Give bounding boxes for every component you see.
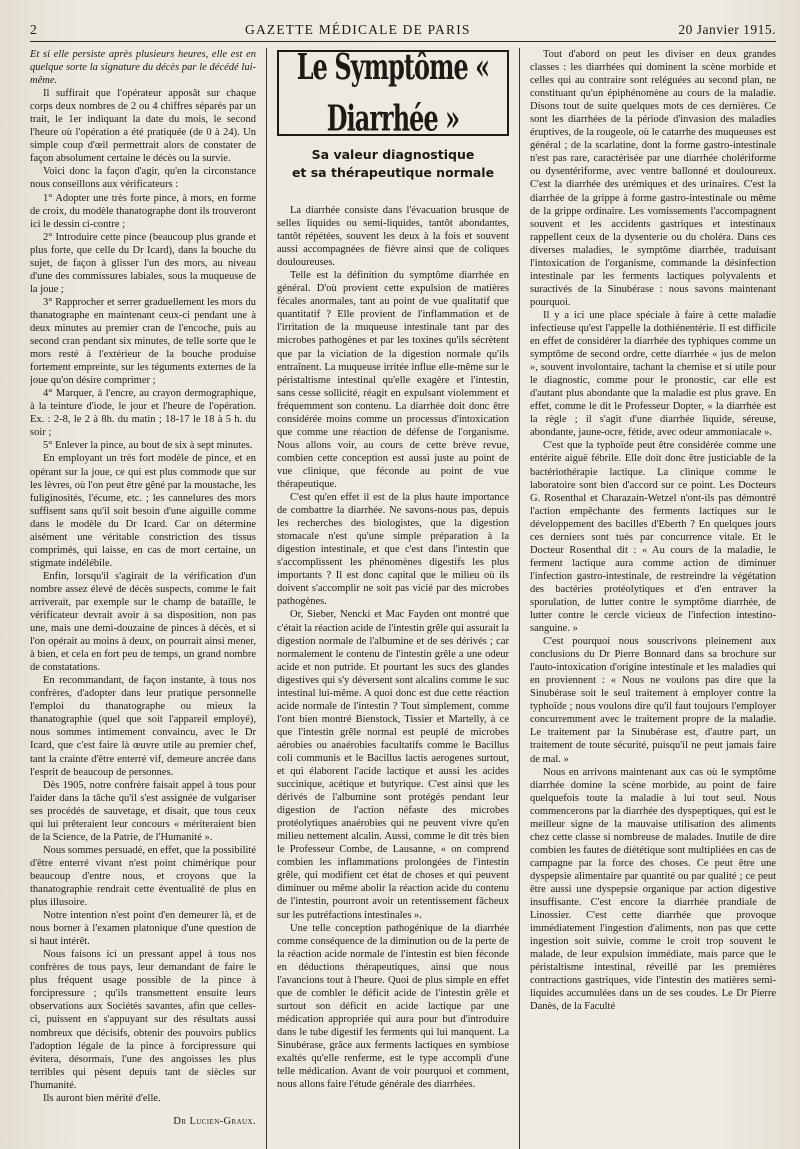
column-right-body — [530, 48, 776, 1013]
paragraph: Or, Sieber, Nencki et Mac Fayden ont montré que c'était la réaction acide de l'intestin grêle qui assurait la digestion normale de l'albumine et de ses dérivés ; car normalement le contenu de l'intestin grêle a une odeur acide et non putride. Et pourtant les sucs des glandes digestives qui s'y déversent sont alcalins comme le suc intestinal lui-même. A quoi donc est due cette réaction acide normale de l'intestin ? Tout simplement, comme l'ont bien montré Bienstock, Tissier et Martelly, à ce que l'intestin grêle normal est peuplé de microbes aérobies ou anaérobies facultatifs comme le Bacillus coli communis et le Bacillus lactis aerogenes surtout, et qui élaborent l'acide lactique et aussi les acides succinique, acétique et butyrique. C'est ainsi que les dérivés de l'albumine sont protégés pendant leur digestion de l'action néfaste des microbes protéolytiques anaérobies qui ne peuvent vivre qu'en milieu nettement alcalin. Aussi, comme le dit très bien le Professeur Combe, de Lausanne, « on comprend combien les inflammations prolongées de l'intestin grêle, qui modifient cet état de choses et qui peuvent diminuer ou même abolir la réaction acide du contenu de l'intestin, pourront avoir un retentissement fâcheux sur les putréfactions intestinales ». — [277, 609, 509, 921]
page-header — [30, 22, 776, 42]
paragraph: Notre intention n'est point d'en demeurer là, et de nous borner à l'examen platonique d'une question de si haut intérêt. — [30, 910, 256, 948]
subtitle-line-2: et sa thérapeutique normale — [291, 165, 495, 180]
paragraph: Telle est la définition du symptôme diarrhée en général. D'où provient cette expulsion de matières fécales anormales, tant au point de vue qualitatif que quantitatif ? Elle provient de l'inflammation et de l'irritation de la muqueuse intestinale tant par des microbes pathogènes et par les toxines qu'ils sécrètent que par la viciation de la digestion normale qu'ils entraînent. La muqueuse irritée influe elle-même sur le péristaltisme intestinal qu'elle exagère et l'intestin, sans cesse sollicité, réagit en expulsant violemment et fréquemment son contenu. La diarrhée doit donc être considérée moins comme un processus d'intoxication que comme une réaction de défense de l'organisme. Nous allons voir, au cours de cette brève revue, combien cette conception est aussi juste au point de vue clinique, que féconde au point de vue thérapeutique. — [277, 270, 509, 490]
paragraph: 3° Rapprocher et serrer graduellement les mors du thanatographe en maintenant ceux-ci pendant une à deux minutes au premier cran de l'encoche, puis au second cran pendant six minutes, de telle sorte que le mors resté à l'extérieur de la bouche produise fortement empreinte, sur les téguments externes de la joue qu'on désire comprimer ; — [30, 296, 256, 387]
columns — [30, 48, 776, 1149]
paragraph: Il suffirait que l'opérateur apposât sur chaque corps deux nombres de 2 ou 4 chiffres séparés par un trait, le 1er indiquant la date du mois, le second l'heure où l'opération a été pratiquée (de 0 à 24). Un simple coup d'œil permettrait alors de constater de façon absolument certaine le décès ou la survie. — [30, 88, 256, 165]
paragraph: Il y a ici une place spéciale à faire à cette maladie infectieuse qu'est l'appelle la dothiénentérie. Il est difficile en effet de considérer la diarrhée des typhiques comme un symptôme de second ordre, cette diarrhée « jus de melon », souvent involontaire, tachant la chemise et si utile pour le diagnostic, comme pour le pronostic, car elle est d'autant plus abondante que la maladie est plus grave. En effet, comme le dit le Professeur Dopter, « la diarrhée est la règle ; il s'agit d'une diarrhée liquide, séreuse, abondante, jaune-ocre, fétide, avec odeur ammoniacale ». — [530, 309, 776, 439]
article-title: Le Symptôme « Diarrhée » — [296, 48, 490, 140]
paragraph: 5° Enlever la pince, au bout de six à sept minutes. — [43, 440, 253, 452]
lead-paragraph: Et si elle persiste après plusieurs heures, elle est en quelque sorte la signature du décès par le décédé lui-même. — [30, 49, 256, 87]
paragraph: En recommandant, de façon instante, à tous nos confrères, d'adopter dans leur pratique personnelle l'emploi du thanatographe ou mieux la thanatographie (quel que soit l'appareil employé), nous sommes intimement convaincu, avec le Dr Icard, que c'est faire là œuvre utile au premier chef, tant la crainte d'être enterré vif, demeure ancrée dans l'esprit de beaucoup de personnes. — [30, 675, 256, 778]
paragraph: Nous faisons ici un pressant appel à tous nos confrères de tous pays, leur demandant de faire le plus fréquent usage possible de la pince à forcipressure ; qu'ils transmettent ensuite leurs observations aux Sociétés savantes, afin que celles-ci, puissent en s'appuyant sur des résultats aussi nombreux que décisifs, obtenir des pouvoirs publics l'adoption légale de la pince à forcipressure qui évitera, désormais, l'une des angoisses les plus terribles qui pèsent depuis tant de siècles sur l'humanité. — [30, 949, 256, 1091]
paragraph: 2° Introduire cette pince (beaucoup plus grande et plus forte, que celle du Dr Icard), dans la bouche du sujet, de façon à glisser l'un des mors, au niveau d'une des commissures labiales, sous la muqueuse de la joue ; — [30, 231, 256, 295]
issue-date: 20 Janvier 1915. — [678, 22, 776, 37]
article-subtitle — [277, 146, 509, 182]
paragraph: Nous en arrivons maintenant aux cas où le symptôme diarrhée domine la scène morbide, au point de faire quelquefois toute la maladie à lui tout seul. Nous commencerons par la diarrhée des dyspeptiques, qui est le meilleur signe de la mauvaise utilisation des aliments chez cette classe si nombreuse de malades. Inutile de dire combien les fautes de diététique sont multipliées en cas de campagne par la force des choses. Ce peut être une dyspepsie alimentaire par quantité ou par qualité ; ce peut être aussi une dyspepsie organique par action digestive insuffisante. C'est encore la diarrhée prandiale de Linossier. C'est cette diarrhée que provoque immédiatement l'ingestion d'aliments, non pas que cette ingestion soit suivie, comme le croit trop souvent le malade, de leur expulsion immédiate, mais parce que le péristaltisme intestinal, réveillé par les premières contractions gastriques, vide l'intestin des matières semi-liquides accumulées dans un de ses coudes. Le Dr Pierre Danès, de la Faculté — [530, 766, 776, 1013]
subtitle-line-1: Sa valeur diagnostique — [311, 147, 475, 162]
column-right — [520, 48, 776, 1149]
paragraph: La diarrhée consiste dans l'évacuation brusque de selles liquides ou semi-liquides, tantôt abondantes, tantôt répétées, souvent les deux à la fois et souvent aussi accompagnées de fièvre ainsi que de coliques douloureuses. — [277, 205, 509, 269]
article-title-box — [277, 48, 509, 140]
journal-title: GAZETTE MÉDICALE DE PARIS — [245, 22, 471, 37]
column-middle-body — [277, 204, 509, 1091]
paragraph: En employant un très fort modèle de pince, et en opérant sur la joue, ce qui est plus commode que sur les lèvres, où l'on peut être gêné par la moustache, les fuliginosités, l'écume, etc. ; les cannelures des mors suffisent sans qu'il soit besoin d'une aiguille comme dans le modèle du Dr Icard. Car on détermine aisément une véritable constriction des tissus comprimés, qui laisse, en cas de mort certaine, un stigmate indélébile. — [30, 453, 256, 569]
paragraph: C'est pourquoi nous souscrivons pleinement aux conclusions du Dr Pierre Bonnard dans sa brochure sur l'auto-intoxication d'origine intestinale et les maladies qui en proviennent : « Nous ne voulons pas dire que la Sinubérase soit le seul traitement à employer contre la typhoïde ; nous voulons dire qu'il faut toujours l'employer concurremment avec le traitement propre de la maladie. Le traitement par la Sinubérase est, d'autre part, un traitement de toute sécurité, puisqu'il ne peut jamais faire de mal. » — [530, 636, 776, 765]
column-left-body — [30, 87, 256, 1105]
column-left — [30, 48, 266, 1146]
paragraph: Enfin, lorsqu'il s'agirait de la vérification d'un nombre assez élevé de décès suspects, comme le fait arriverait, par exemple sur le champ de bataille, le vérificateur devrait avoir à sa disposition, non pas une, mais une demi-douzaine de pinces à décès, et si l'on opérait au moins à deux, on pourrait ainsi mener, à bien, et cela en fort peu de temps, un grand nombre de constatations. — [30, 570, 256, 674]
paragraph: 1° Adopter une très forte pince, à mors, en forme de croix, du modèle thanatographe dont ils trouveront ici le dessin ci-contre ; — [30, 192, 256, 230]
paragraph: C'est qu'en effet il est de la plus haute importance de combattre la diarrhée. Ne savons-nous pas, depuis les recherches des biologistes, que la digestion stomacale n'est qu'une simple préparation à la digestion intestinale, et que c'est dans l'intestin que s'accomplissent les phénomènes digestifs les plus importants ? Il est donc capital que le milieu où ils doivent s'accomplir ne soit pas vicié par des microbes pathogènes. — [277, 492, 509, 608]
paragraph: Une telle conception pathogénique de la diarrhée comme conséquence de la diminution ou de la perte de la réaction acide normale de l'intestin est bien féconde en déductions thérapeutiques, ainsi que nous l'avancions tout à l'heure. Quoi de plus simple en effet que de combler le déficit acide de l'intestin grêle et surtout son déficit en acide lactique par une médication appropriée qui aura pour but d'introduire dans le tube digestif les ferments qui lui manquent. La Sinubérase, grâce aux ferments lactiques en symbiose exaltés qu'elle renferme, est le type accompli d'une telle médication. Avant de voir pourquoi et comment, nous allons faire l'étude générale des diarrhées. — [277, 922, 509, 1091]
author-signature: Dr Lucien-Graux. — [173, 1115, 256, 1127]
paragraph: Ils auront bien mérité d'elle. — [43, 1092, 161, 1104]
paragraph: Nous sommes persuadé, en effet, que la possibilité d'être enterré vivant n'est point chimérique pour beaucoup d'entre nous, et croyons que la thanatographie rendrait cette éventualité de plus en plus illusoire. — [30, 844, 256, 909]
paragraph: C'est que la typhoïde peut être considérée comme une entérite aiguë fébrile. Elle doit donc être justiciable de la bactériothérapie lactique. La clinique comme le laboratoire sont bien d'accord sur ce point. Les Docteurs G. Rosenthal et Charazain-Wetzel n'ont-ils pas démontré l'action empêchante des ferments lactiques sur le développement des bacilles d'Eberth ? En quelques jours ces derniers sont tués par concurrence vitale. Et le Docteur Rosenthal dit : « Au cours de la maladie, le ferment lactique aura comme action de diminuer l'infection gastro-intestinale, de restreindre la végétation des bactéries protéolytiques et d'en entraver la sporulation, de lutter contre le symptôme diarrhée, de lutter contre le cercle vicieux de l'infection intestino-sanguine. » — [530, 440, 776, 635]
paragraph: Voici donc la façon d'agir, qu'en la circonstance nous conseillons aux vérificateurs : — [30, 166, 256, 191]
column-middle — [266, 48, 520, 1149]
paragraph: Tout d'abord on peut les diviser en deux grandes classes : les diarrhées qui dominent la scène morbide et celles qui au contraire sont reléguées au second plan, ne constituant qu'un épiphénomène au cours de la maladie. Disons tout de suite quelques mots de ces dernières. Ce sont les diarrhées de la période d'invasion des maladies éruptives, de la rougeole, où le catarrhe des muqueuses est général ; de la scarlatine, dont la forme gastro-intestinale n'est pas rare, caractérisée par une diarrhée cholériforme ou dysentériforme, avec ventre ballonné et douloureux. C'est la diarrhée des urémiques et des urinaires. C'est la diarrhée de la grippe à forme gastro-intestinale ou même de la grippe ordinaire. Les vomissements l'accompagnent souvent et les accidents gastriques et intestinaux rappellent ceux de la dysenterie ou du choléra. Dans ces diverses maladies, le symptôme diarrhée, traduisant l'intoxication de l'organisme, commande la désinfection intestinale par les ferments lactiques polyvalents et suractivés de la Sinubérase : nous savons maintenant pourquoi. — [530, 49, 776, 308]
paragraph: Dès 1905, notre confrère faisait appel à tous pour l'aider dans la tâche qu'il s'est assignée de vulgariser ses procédés de sauvetage, et disait, que tous ceux qui lui prêteraient leur concours « mériteraient bien de la Science, de la Patrie, de l'Humanité ». — [30, 779, 256, 843]
page-number: 2 — [30, 22, 38, 37]
paragraph: 4° Marquer, à l'encre, au crayon dermographique, à la teinture d'iode, le jour et l'heure de l'opération. Ex. : 2-8, le 2 à 8h. du matin ; 18-17 le 18 à 5 h. du soir ; — [30, 388, 256, 439]
